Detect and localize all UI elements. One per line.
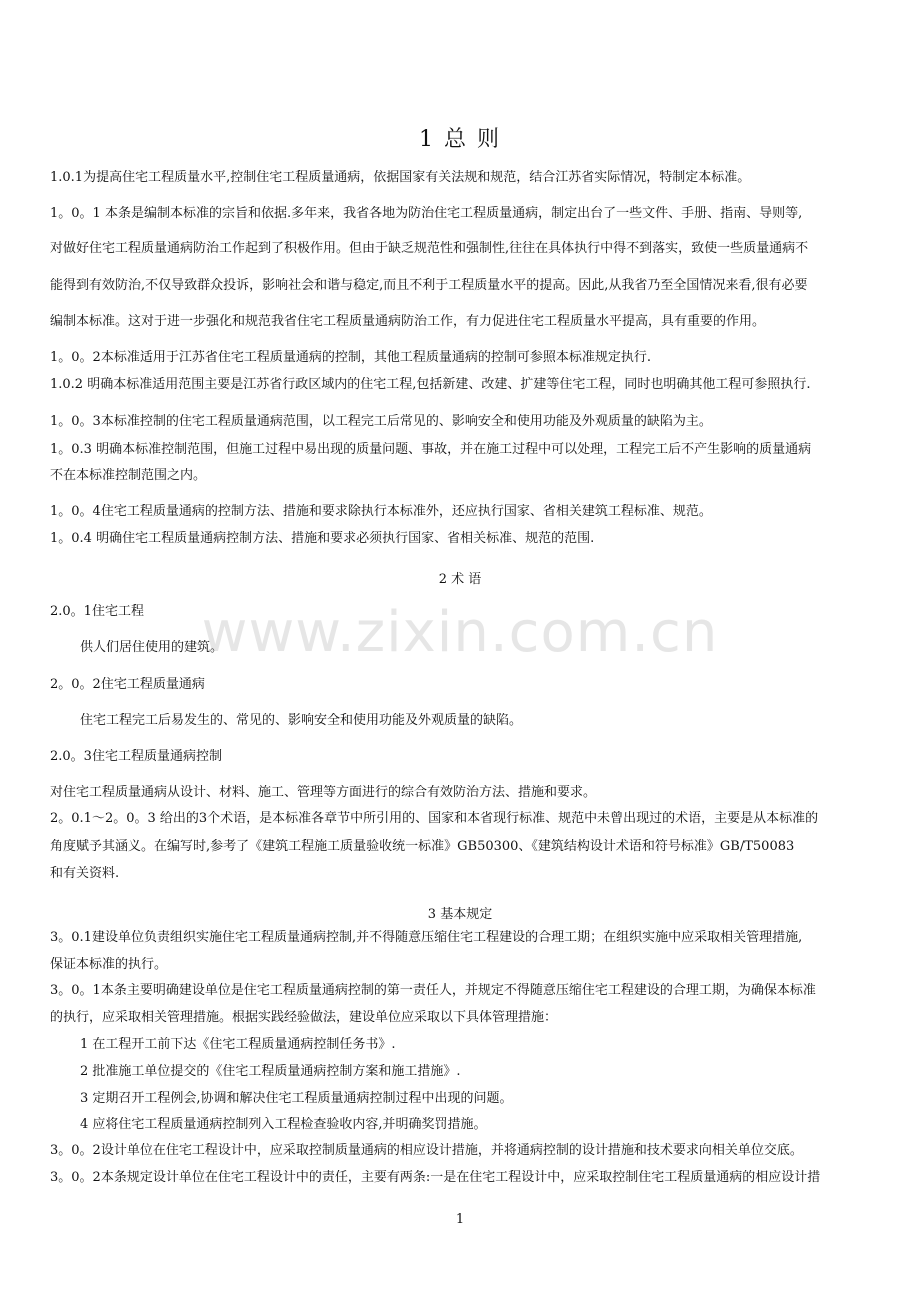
explanation-1-0-4: 1。0.4 明确住宅工程质量通病控制方法、措施和要求必须执行国家、省相关标准、规范的范围. [50, 531, 595, 546]
terms-note-line2: 角度赋予其涵义。在编写时,参考了《建筑工程施工质量验收统一标准》GB50300、《建筑结构设计术语和符号标准》GB/T50083 [50, 839, 795, 854]
clause-1-0-4: 1。0。4住宅工程质量通病的控制方法、措施和要求除执行本标准外，还应执行国家、省相关建筑工程标准、规范。 [50, 504, 712, 519]
explanation-1-0-2: 1.0.2 明确本标准适用范围主要是江苏省行政区域内的住宅工程,包括新建、改建、扩建等住宅工程，同时也明确其他工程可参照执行. [50, 377, 811, 392]
terms-note-line1: 2。0.1～2。0。3 给出的3个术语，是本标准各章节中所引用的、国家和本省现行标准、规范中未曾出现过的术语，主要是从本标准的 [50, 811, 819, 826]
term-2-0-1: 2.0。1住宅工程 [50, 604, 144, 619]
explanation-1-0-3-line1: 1。0.3 明确本标准控制范围，但施工过程中易出现的质量问题、事故，并在施工过程中可以处理，工程完工后不产生影响的质量通病 [50, 442, 812, 457]
explanation-3-0-1-line1: 3。0。1本条主要明确建设单位是住宅工程质量通病控制的第一责任人，并规定不得随意压缩住宅工程建设的合理工期，为确保本标准 [50, 983, 816, 998]
terms-note-line3: 和有关资料. [50, 866, 120, 881]
explanation-1-0-1-line3: 能得到有效防治,不仅导致群众投诉，影响社会和谐与稳定,而且不利于工程质量水平的提高。因此,从我省乃至全国情况来看,很有必要 [50, 278, 808, 293]
term-2-0-2: 2。0。2住宅工程质量通病 [50, 677, 205, 692]
clause-1-0-2: 1。0。2本标准适用于江苏省住宅工程质量通病的控制，其他工程质量通病的控制可参照本标准规定执行. [50, 350, 651, 365]
rule-3-0-1-line1: 3。0.1建设单位负责组织实施住宅工程质量通病控制,并不得随意压缩住宅工程建设的合理工期；在组织实施中应采取相关管理措施, [50, 930, 803, 945]
rule-3-0-2: 3。0。2设计单位在住宅工程设计中，应采取控制质量通病的相应设计措施，并将通病控制的设计措施和技术要求向相关单位交底。 [50, 1143, 803, 1158]
term-2-0-1-definition: 供人们居住使用的建筑。 [80, 640, 224, 655]
explanation-1-0-1-line4: 编制本标准。这对于进一步强化和规范我省住宅工程质量通病防治工作，有力促进住宅工程质量水平提高，具有重要的作用。 [50, 314, 766, 329]
clause-1-0-3: 1。0。3本标准控制的住宅工程质量通病范围，以工程完工后常见的、影响安全和使用功能及外观质量的缺陷为主。 [50, 414, 712, 429]
section-2-heading: 2 术 语 [438, 572, 482, 587]
explanation-3-0-1-line2: 的执行，应采取相关管理措施。根据实践经验做法，建设单位应采取以下具体管理措施： [50, 1010, 558, 1025]
clause-1-0-1: 1.0.1为提高住宅工程质量水平,控制住宅工程质量通病，依据国家有关法规和规范，结合江苏省实际情况，特制定本标准。 [50, 170, 751, 185]
rule-3-0-1-line2: 保证本标准的执行。 [50, 957, 168, 972]
explanation-1-0-1-line1: 1。0。1 本条是编制本标准的宗旨和依据.多年来，我省各地为防治住宅工程质量通病，制定出台了一些文件、手册、指南、导则等, [50, 206, 803, 221]
watermark: www.zixin.com.cn [201, 600, 719, 665]
section-3-heading: 3 基本规定 [427, 907, 493, 922]
chapter-title: 1 总 则 [419, 127, 501, 152]
explanation-3-0-2: 3。0。2本条规定设计单位在住宅工程设计中的责任，主要有两条:一是在住宅工程设计中，应采取控制住宅工程质量通病的相应设计措 [50, 1170, 821, 1185]
term-2-0-3: 2.0。3住宅工程质量通病控制 [50, 749, 222, 764]
page-number: 1 [455, 1212, 465, 1227]
list-item: 4 应将住宅工程质量通病控制列入工程检查验收内容,并明确奖罚措施。 [80, 1117, 487, 1132]
list-item: 3 定期召开工程例会,协调和解决住宅工程质量通病控制过程中出现的问题。 [80, 1091, 513, 1106]
list-item: 1 在工程开工前下达《住宅工程质量通病控制任务书》. [80, 1037, 396, 1052]
term-2-0-2-definition: 住宅工程完工后易发生的、常见的、影响安全和使用功能及外观质量的缺陷。 [80, 713, 523, 728]
explanation-1-0-1-line2: 对做好住宅工程质量通病防治工作起到了积极作用。但由于缺乏规范性和强制性,往往在具体执行中得不到落实，致使一些质量通病不 [50, 241, 809, 256]
term-2-0-3-definition: 对住宅工程质量通病从设计、材料、施工、管理等方面进行的综合有效防治方法、措施和要求。 [50, 785, 597, 800]
list-item: 2 批准施工单位提交的《住宅工程质量通病控制方案和施工措施》. [80, 1064, 461, 1079]
explanation-1-0-3-line2: 不在本标准控制范围之内。 [50, 468, 207, 483]
